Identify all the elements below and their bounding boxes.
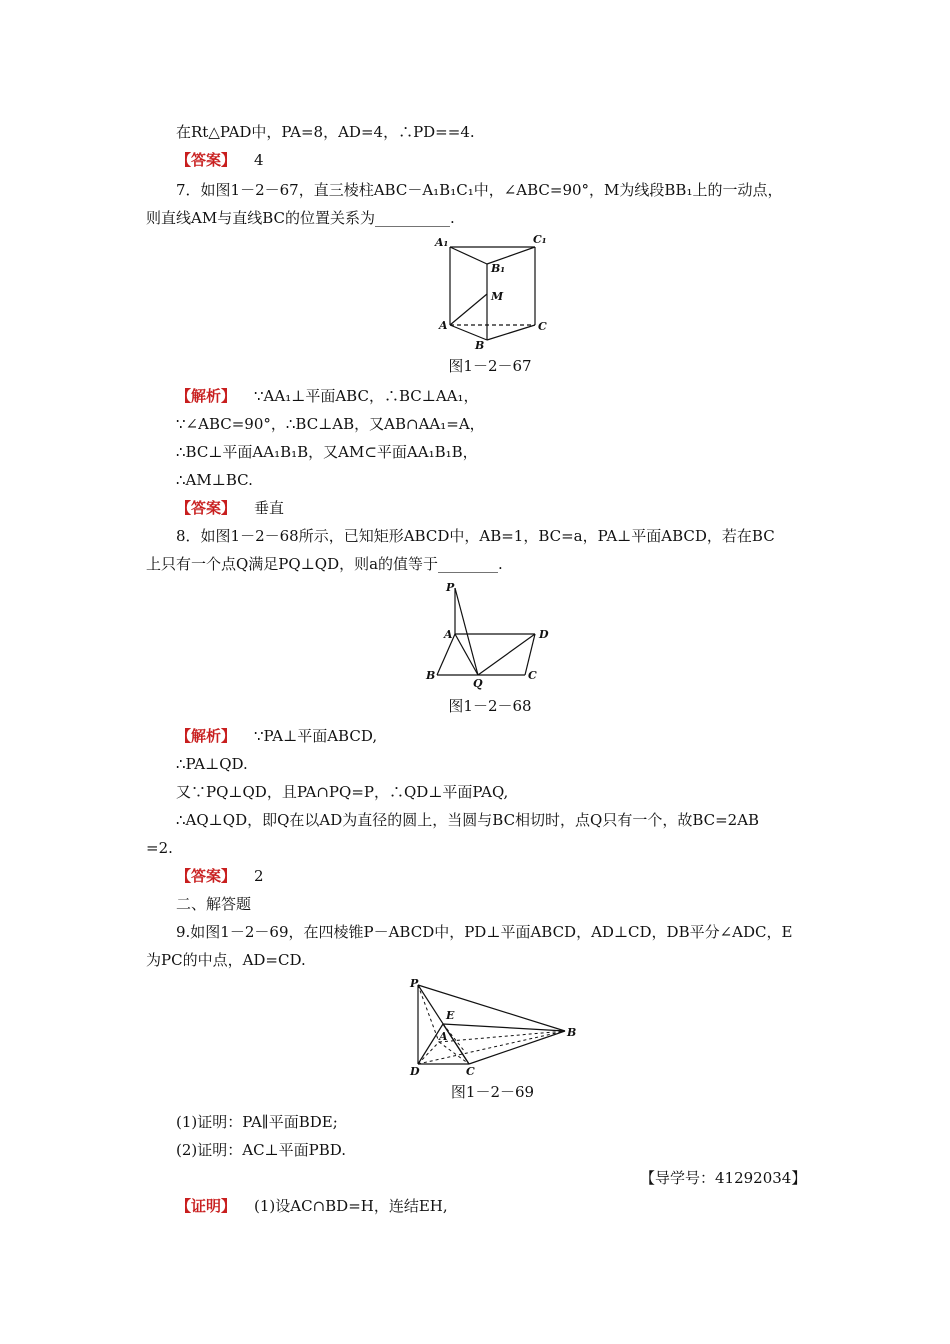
figure-caption-67: 图1－2－67 bbox=[448, 357, 532, 375]
answer-tag: 【答案】 bbox=[176, 151, 237, 169]
answer-line bbox=[176, 150, 264, 170]
figure-caption-69: 图1－2－69 bbox=[450, 1083, 535, 1101]
answer-tag: 【答案】 bbox=[176, 499, 237, 517]
question-9-line-2: 为PC的中点，AD=CD. bbox=[146, 951, 306, 969]
answer-7-line bbox=[176, 498, 284, 518]
solution-8-line-3: 又∵PQ⊥QD，且PA∩PQ=P，∴QD⊥平面PAQ, bbox=[176, 783, 509, 801]
solution-tag: 【解析】 bbox=[176, 727, 237, 745]
solution-8-line-2: ∴PA⊥QD. bbox=[176, 755, 248, 773]
label-B: B bbox=[475, 339, 485, 350]
label-M: M bbox=[491, 290, 504, 303]
question-8-line-2: 上只有一个点Q满足PQ⊥QD，则a的值等于________. bbox=[146, 555, 503, 573]
solution-7-line-4: ∴AM⊥BC. bbox=[176, 471, 253, 489]
label-B1: B₁ bbox=[491, 262, 506, 275]
label-A: A bbox=[439, 1030, 448, 1043]
solution-8-line-4: ∴AQ⊥QD，即Q在以AD为直径的圆上，当圆与BC相切时，点Q只有一个，故BC=2AB bbox=[176, 811, 760, 829]
label-E: E bbox=[446, 1009, 455, 1022]
label-D: D bbox=[410, 1065, 420, 1078]
solution-8-line-5: =2. bbox=[146, 839, 173, 857]
solution-7-line-2: ∵∠ABC=90°，∴BC⊥AB，又AB∩AA₁=A， bbox=[176, 415, 485, 433]
label-C: C bbox=[466, 1065, 475, 1078]
solution-text: ∵AA₁⊥平面ABC，∴BC⊥AA₁， bbox=[254, 387, 479, 405]
label-A1: A₁ bbox=[435, 236, 449, 249]
question-9-part-2: (2)证明：AC⊥平面PBD. bbox=[176, 1141, 347, 1159]
solution-text: ∵PA⊥平面ABCD, bbox=[254, 727, 378, 745]
label-A: A bbox=[444, 628, 453, 641]
figure-1-2-68 bbox=[420, 578, 560, 690]
proof-line bbox=[176, 1196, 448, 1216]
label-Q: Q bbox=[473, 677, 483, 690]
label-C: C bbox=[528, 669, 537, 682]
figure-1-2-69 bbox=[405, 976, 580, 1080]
solution-7-line-3: ∴BC⊥平面AA₁B₁B，又AM⊂平面AA₁B₁B， bbox=[176, 443, 478, 461]
solution-8-line-1 bbox=[176, 726, 377, 746]
question-8-line-1: 8．如图1－2－68所示，已知矩形ABCD中，AB=1，BC=a，PA⊥平面ABCD，若在BC bbox=[176, 527, 775, 545]
answer-text: 2 bbox=[254, 867, 264, 885]
answer-text: 4 bbox=[254, 151, 264, 169]
label-B: B bbox=[567, 1026, 577, 1039]
question-9-part-1: (1)证明：PA∥平面BDE; bbox=[176, 1113, 338, 1131]
figure-caption-68: 图1－2－68 bbox=[448, 697, 532, 715]
answer-text: 垂直 bbox=[254, 499, 285, 517]
question-7-line-1: 7．如图1－2－67，直三棱柱ABC－A₁B₁C₁中，∠ABC=90°，M为线段BB₁上的一动点， bbox=[176, 181, 783, 199]
label-P: P bbox=[410, 977, 419, 990]
solution-7-line-1 bbox=[176, 386, 479, 406]
proof-tag: 【证明】 bbox=[176, 1197, 237, 1215]
solution-tag: 【解析】 bbox=[176, 387, 237, 405]
label-C: C bbox=[538, 320, 547, 333]
figure-1-2-67 bbox=[425, 232, 555, 350]
proof-text: (1)设AC∩BD=H，连结EH, bbox=[254, 1197, 448, 1215]
answer-8-line bbox=[176, 866, 264, 886]
question-9-line-1: 9.如图1－2－69，在四棱锥P－ABCD中，PD⊥平面ABCD，AD⊥CD，DB平分∠ADC，E bbox=[176, 923, 793, 941]
section-heading: 二、解答题 bbox=[176, 895, 252, 913]
label-D: D bbox=[539, 628, 549, 641]
label-B: B bbox=[426, 669, 436, 682]
guide-number: 【导学号：41292034】 bbox=[640, 1169, 807, 1187]
label-P: P bbox=[446, 581, 455, 594]
label-A: A bbox=[439, 319, 448, 332]
question-7-line-2: 则直线AM与直线BC的位置关系为__________. bbox=[146, 209, 455, 227]
answer-tag: 【答案】 bbox=[176, 867, 237, 885]
text-line: 在Rt△PAD中，PA=8，AD=4，∴PD==4. bbox=[176, 123, 475, 141]
label-C1: C₁ bbox=[533, 233, 547, 246]
